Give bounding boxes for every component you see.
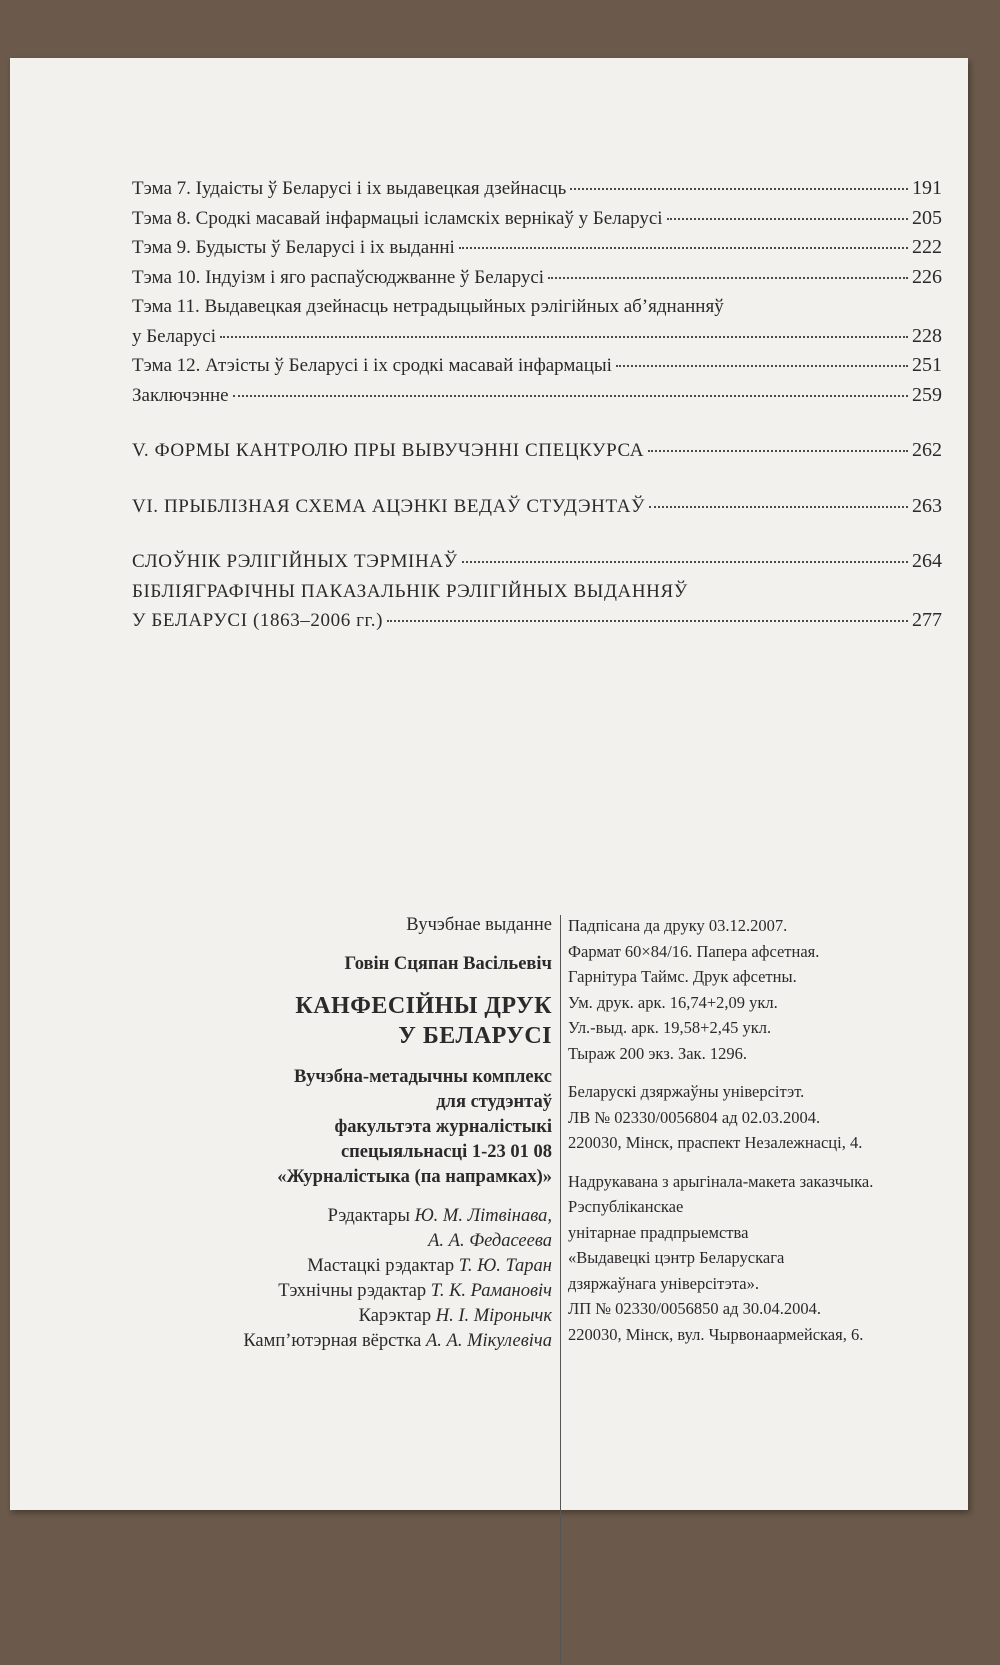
edition-type: Вучэбнае выданне bbox=[406, 915, 552, 935]
dot-leader bbox=[648, 450, 908, 452]
print-info-line: Гарнітура Таймс. Друк афсетны. bbox=[568, 967, 797, 986]
toc-entry-page: 251 bbox=[912, 354, 942, 376]
colophon-left bbox=[80, 913, 552, 1354]
subtitle-line: «Журналістыка (па напрамках)» bbox=[277, 1167, 552, 1187]
printer-line: Надрукавана з арыгінала-макета заказчыка. bbox=[568, 1171, 874, 1191]
credit-role: Мастацкі рэдактар bbox=[307, 1256, 455, 1276]
credit-line bbox=[80, 1329, 552, 1354]
toc-entry-title: Тэма 11. Выдавецкая дзейнасць нетрадыцыйных рэлігійных аб’яднанняў bbox=[132, 296, 724, 317]
dot-leader bbox=[220, 336, 908, 338]
toc-entry bbox=[132, 204, 942, 234]
colophon-right bbox=[568, 913, 948, 1360]
toc-entry-page: 222 bbox=[912, 236, 942, 258]
toc-entry bbox=[132, 381, 942, 411]
toc-section bbox=[132, 606, 942, 636]
book-page bbox=[10, 58, 968, 1510]
toc-entry-title: Тэма 7. Іудаісты ў Беларусі і іх выдавецкая дзейнасць bbox=[132, 178, 567, 199]
credit-role: Камп’ютэрная вёрстка bbox=[243, 1331, 422, 1351]
dot-leader bbox=[459, 247, 908, 249]
toc-section-page: 263 bbox=[912, 494, 942, 517]
credit-name: А. А. Федасеева bbox=[428, 1231, 552, 1251]
book-title-line-2: У БЕЛАРУСІ bbox=[398, 1023, 552, 1049]
toc-entry-title-cont: у Беларусі bbox=[132, 325, 216, 347]
credit-line bbox=[80, 1204, 552, 1229]
publisher-line: Беларускі дзяржаўны універсітэт. bbox=[568, 1082, 805, 1101]
publisher-info bbox=[568, 1079, 948, 1156]
credit-name: Т. К. Рамановіч bbox=[430, 1281, 552, 1301]
dot-leader bbox=[649, 506, 908, 508]
credit-role: Карэктар bbox=[358, 1306, 432, 1326]
credit-line bbox=[80, 1229, 552, 1254]
toc-entry bbox=[132, 263, 942, 293]
credit-name: Т. Ю. Таран bbox=[458, 1256, 552, 1276]
toc-entry-title: Тэма 12. Атэісты ў Беларусі і іх сродкі масавай інфармацыі bbox=[132, 355, 612, 376]
credit-line bbox=[80, 1304, 552, 1329]
toc-section-title: БІБЛІЯГРАФІЧНЫ ПАКАЗАЛЬНІК РЭЛІГІЙНЫХ ВЫДАННЯЎ bbox=[132, 580, 688, 602]
printer-line: ЛП № 02330/0056850 ад 30.04.2004. bbox=[568, 1299, 822, 1318]
dot-leader bbox=[233, 395, 908, 397]
printer-line: унітарнае прадпрыемства bbox=[568, 1222, 749, 1242]
toc-entry-page: 205 bbox=[912, 206, 942, 229]
print-info bbox=[568, 913, 948, 1066]
print-info-line: Тыраж 200 экз. Зак. 1296. bbox=[568, 1043, 747, 1063]
credit-name: Ю. М. Літвінава, bbox=[414, 1206, 552, 1226]
toc-section-title: V. ФОРМЫ КАНТРОЛЮ ПРЫ ВЫВУЧЭННІ СПЕЦКУРСА bbox=[132, 440, 645, 461]
book-title-line-1: КАНФЕСІЙНЫ ДРУК bbox=[295, 993, 552, 1019]
toc-section-page: 277 bbox=[912, 609, 942, 631]
dot-leader bbox=[462, 561, 908, 563]
toc-entry bbox=[132, 351, 942, 381]
toc-section bbox=[132, 436, 942, 466]
printer-line: Рэспубліканскае bbox=[568, 1197, 684, 1216]
printer-line: дзяржаўнага універсітэта». bbox=[568, 1273, 759, 1293]
subtitle-line: для студэнтаў bbox=[436, 1092, 552, 1112]
toc-entry-page: 191 bbox=[912, 177, 942, 199]
toc-section-page: 264 bbox=[912, 550, 942, 572]
publisher-line: 220030, Мінск, праспект Незалежнасці, 4. bbox=[568, 1133, 863, 1152]
subtitle-line: факультэта журналістыкі bbox=[334, 1117, 552, 1137]
toc-section-title-cont: У БЕЛАРУСІ (1863–2006 гг.) bbox=[132, 610, 384, 631]
author: Говін Сцяпан Васільевіч bbox=[344, 954, 552, 974]
dot-leader bbox=[667, 218, 908, 220]
printer-line: «Выдавецкі цэнтр Беларускага bbox=[568, 1248, 785, 1267]
toc-entry-page: 228 bbox=[912, 324, 942, 347]
toc-section bbox=[132, 547, 942, 577]
publisher-line: ЛВ № 02330/0056804 ад 02.03.2004. bbox=[568, 1107, 821, 1127]
credit-role: Тэхнічны рэдактар bbox=[278, 1281, 427, 1301]
toc-entry-page: 226 bbox=[912, 265, 942, 288]
toc-entry bbox=[132, 174, 942, 204]
credit-name: Н. І. Міронычк bbox=[435, 1306, 552, 1326]
print-info-line: Фармат 60×84/16. Папера афсетная. bbox=[568, 941, 820, 961]
credit-line bbox=[80, 1254, 552, 1279]
toc-entry-page: 259 bbox=[912, 383, 942, 406]
toc-entry-title: Заключэнне bbox=[132, 384, 229, 406]
printer-line: 220030, Мінск, вул. Чырвонаармейская, 6. bbox=[568, 1324, 864, 1344]
toc-entry-title: Тэма 10. Індуізм і яго распаўсюджванне ў Беларусі bbox=[132, 266, 545, 288]
subtitle-line: Вучэбна-метадычны комплекс bbox=[293, 1067, 552, 1087]
toc-section-title: СЛОЎНІК РЭЛІГІЙНЫХ ТЭРМІНАЎ bbox=[132, 551, 458, 572]
print-info-line: Ул.-выд. арк. 19,58+2,45 укл. bbox=[568, 1018, 772, 1037]
credit-line bbox=[80, 1279, 552, 1304]
dot-leader bbox=[616, 365, 908, 367]
credit-name: А. А. Мікулевіча bbox=[425, 1331, 552, 1351]
dot-leader bbox=[387, 620, 908, 622]
dot-leader bbox=[548, 277, 908, 279]
toc-entry bbox=[132, 233, 942, 263]
subtitle-line: спецыяльнасці 1-23 01 08 bbox=[340, 1142, 552, 1162]
toc-section-page: 262 bbox=[912, 439, 942, 461]
table-of-contents bbox=[132, 174, 942, 636]
column-divider bbox=[560, 915, 561, 1665]
print-info-line: Падпісана да друку 03.12.2007. bbox=[568, 916, 788, 935]
printer-info bbox=[568, 1169, 948, 1348]
dot-leader bbox=[570, 188, 908, 190]
toc-entry-title: Тэма 8. Сродкі масавай інфармацыі ісламскіх вернікаў у Беларусі bbox=[132, 207, 663, 229]
toc-entry-title: Тэма 9. Будысты ў Беларусі і іх выданні bbox=[132, 237, 455, 258]
print-info-line: Ум. друк. арк. 16,74+2,09 укл. bbox=[568, 992, 778, 1012]
toc-entry bbox=[132, 322, 942, 352]
credit-role: Рэдактары bbox=[327, 1206, 410, 1226]
toc-section-title: VI. ПРЫБЛІЗНАЯ СХЕМА АЦЭНКІ ВЕДАЎ СТУДЭНТАЎ bbox=[132, 495, 646, 517]
toc-section bbox=[132, 492, 942, 522]
